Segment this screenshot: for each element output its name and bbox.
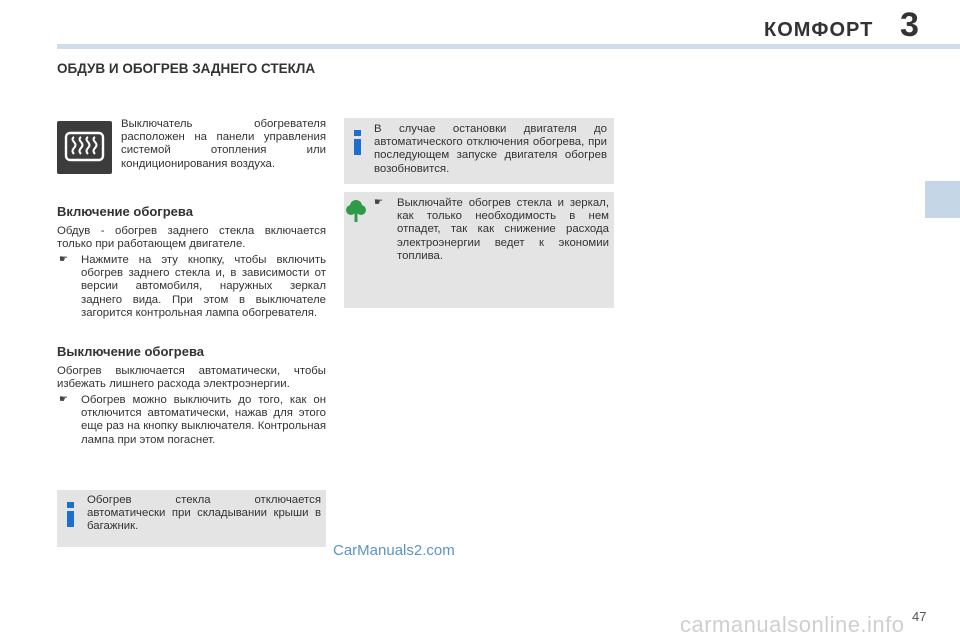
bullet-hand-icon: ☛ xyxy=(374,197,383,208)
chapter-number: 3 xyxy=(900,6,919,44)
info-note-roof xyxy=(57,490,326,547)
heating-on-text: Обдув - обогрев заднего стекла включается только при работающем двигателе. xyxy=(57,225,326,251)
bullet-hand-icon: ☛ xyxy=(59,394,68,405)
info-note-engine-stop-text: В случае остановки двигателя до автоматического отключения обогрева, при последующем запуске двигателя обогрев возобновится. xyxy=(374,123,607,175)
heating-off-text: Обогрев выключается автоматически, чтобы избежать лишнего расхода электроэнергии. xyxy=(57,365,326,391)
eco-tree-icon xyxy=(345,198,367,224)
eco-note-text: Выключайте обогрев стекла и зеркал, как только необходимость в нем отпадет, так как снижение расхода электроэнергии ведет к экономии топлива. xyxy=(397,197,609,262)
rear-defrost-button-icon xyxy=(57,121,112,174)
heating-off-heading: Выключение обогрева xyxy=(57,344,205,359)
section-title: ОБДУВ И ОБОГРЕВ ЗАДНЕГО СТЕКЛА xyxy=(57,61,316,76)
watermark-carmanuals: CarManuals2.com xyxy=(333,542,455,559)
footer-watermark: carmanualsonline.info xyxy=(680,612,905,637)
page-number: 47 xyxy=(912,609,927,624)
heating-on-heading: Включение обогрева xyxy=(57,204,193,219)
rear-window-heater-icon xyxy=(57,121,112,174)
chapter-side-tab xyxy=(925,181,960,218)
header-rule xyxy=(57,44,960,49)
intro-text: Выключатель обогревателя расположен на панели управления системой отопления или кондиционирования воздуха. xyxy=(121,118,326,170)
bullet-hand-icon: ☛ xyxy=(59,254,68,265)
eco-note xyxy=(344,192,614,308)
heating-off-bullet-text: Обогрев можно выключить до того, как он отключится автоматически, нажав для этого еще раз на кнопку выключателя. Контрольная лампа при этом погаснет. xyxy=(81,394,326,446)
info-note-roof-text: Обогрев стекла отключается автоматически при складывании крыши в багажник. xyxy=(87,494,321,533)
heating-on-bullet-text: Нажмите на эту кнопку, чтобы включить обогрев заднего стекла и, в зависимости от версии автомобиля, наружных зеркал заднего вида. При этом в выключателе загорится контрольная лампа обогревателя. xyxy=(81,254,326,319)
info-note-engine-stop xyxy=(344,118,614,184)
chapter-title: КОМФОРТ xyxy=(764,19,874,41)
